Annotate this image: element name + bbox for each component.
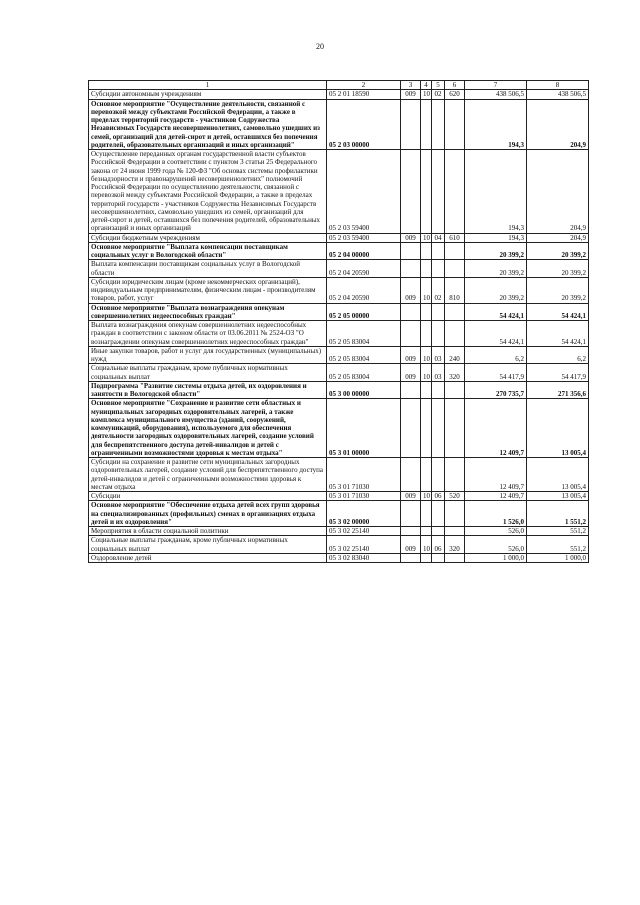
row-ministry-cell [401, 242, 421, 260]
row-subsection-cell [432, 458, 445, 492]
row-subsection-cell [432, 381, 445, 399]
row-subsection-cell: 06 [432, 492, 445, 501]
table-row [89, 99, 589, 150]
row-code-cell: 05 2 03 59400 [327, 233, 401, 242]
row-subsection-cell: 04 [432, 233, 445, 242]
row-value-2019-cell: 12 409,7 [465, 399, 527, 458]
row-expense-type-cell [445, 501, 465, 527]
row-ministry-cell: 009 [401, 90, 421, 99]
row-code-cell: 05 3 02 25140 [327, 536, 401, 554]
row-subsection-cell [432, 527, 445, 536]
column-header: 5 [432, 81, 445, 90]
row-section-cell [421, 321, 432, 347]
table-row [89, 321, 589, 347]
row-expense-type-cell [445, 260, 465, 278]
row-value-2020-cell: 1 000,0 [527, 553, 589, 562]
row-value-2020-cell: 204,9 [527, 99, 589, 150]
row-name-cell: Субсидии на сохранение и развитие сети муниципальных загородных оздоровительных лагерей, создание условий для беспрепятственного доступа детей-инвалидов и детей с ограниченными возможностями здоровья к местам отдыха [89, 458, 327, 492]
row-code-cell: 05 3 01 00000 [327, 399, 401, 458]
row-expense-type-cell: 620 [445, 90, 465, 99]
row-value-2019-cell: 12 409,7 [465, 492, 527, 501]
row-value-2019-cell: 526,0 [465, 536, 527, 554]
row-section-cell [421, 501, 432, 527]
table-row [89, 527, 589, 536]
row-value-2020-cell: 20 399,2 [527, 260, 589, 278]
row-ministry-cell [401, 527, 421, 536]
row-section-cell [421, 553, 432, 562]
row-expense-type-cell: 320 [445, 364, 465, 382]
row-name-cell: Основное мероприятие "Выплата вознаграждения опекунам совершеннолетних недееспособных граждан" [89, 303, 327, 321]
column-header: 3 [401, 81, 421, 90]
row-ministry-cell [401, 303, 421, 321]
column-header: 6 [445, 81, 465, 90]
table-header-row [89, 81, 589, 90]
row-subsection-cell [432, 303, 445, 321]
row-subsection-cell [432, 553, 445, 562]
page-number: 20 [316, 42, 324, 51]
table-row [89, 553, 589, 562]
table-row [89, 277, 589, 303]
row-expense-type-cell: 240 [445, 346, 465, 364]
row-ministry-cell: 009 [401, 536, 421, 554]
row-value-2020-cell: 54 424,1 [527, 303, 589, 321]
row-name-cell: Субсидии автономным учреждениям [89, 90, 327, 99]
row-subsection-cell [432, 260, 445, 278]
row-value-2019-cell: 12 409,7 [465, 458, 527, 492]
row-value-2020-cell: 54 424,1 [527, 321, 589, 347]
row-name-cell: Социальные выплаты гражданам, кроме публичных нормативных социальных выплат [89, 536, 327, 554]
row-expense-type-cell [445, 150, 465, 234]
table-row [89, 303, 589, 321]
table-row [89, 233, 589, 242]
row-ministry-cell [401, 458, 421, 492]
row-expense-type-cell [445, 399, 465, 458]
row-name-cell: Субсидии [89, 492, 327, 501]
row-section-cell [421, 381, 432, 399]
row-section-cell [421, 458, 432, 492]
row-subsection-cell [432, 242, 445, 260]
column-header: 4 [421, 81, 432, 90]
row-value-2020-cell: 13 005,4 [527, 492, 589, 501]
row-subsection-cell [432, 99, 445, 150]
row-name-cell: Субсидии бюджетным учреждениям [89, 233, 327, 242]
row-section-cell: 10 [421, 492, 432, 501]
row-code-cell: 05 3 02 83040 [327, 553, 401, 562]
row-ministry-cell [401, 321, 421, 347]
row-name-cell: Осуществление переданных органам государственной власти субъектов Российской Федерации в соответствии с пунктом 3 статьи 25 Федерального закона от 24 июня 1999 года № 120-ФЗ "Об основах системы профилактики безнадзорности и правонарушений несовершеннолетних" полномочий Российской Федерации по осуществлению деятельности, связанной с перевозкой между субъектами Российской Федерации, а также в пределах территорий государств - участников Содружества Независимых Государств несовершеннолетних, самовольно ушедших из семей, организаций для детей-сирот и детей, оставшихся без попечения родителей, образовательных организаций и иных организаций [89, 150, 327, 234]
column-header: 7 [465, 81, 527, 90]
row-code-cell: 05 2 03 59400 [327, 150, 401, 234]
row-value-2019-cell: 194,3 [465, 99, 527, 150]
row-value-2019-cell: 194,3 [465, 150, 527, 234]
row-value-2019-cell: 1 000,0 [465, 553, 527, 562]
row-ministry-cell [401, 150, 421, 234]
row-value-2020-cell: 551,2 [527, 527, 589, 536]
row-value-2019-cell: 6,2 [465, 346, 527, 364]
row-value-2019-cell: 194,3 [465, 233, 527, 242]
budget-table [88, 80, 589, 563]
row-section-cell [421, 527, 432, 536]
row-section-cell [421, 99, 432, 150]
table-row [89, 381, 589, 399]
row-name-cell: Подпрограмма "Развитие системы отдыха детей, их оздоровления и занятости в Вологодской области" [89, 381, 327, 399]
row-code-cell: 05 2 03 00000 [327, 99, 401, 150]
row-value-2020-cell: 20 399,2 [527, 242, 589, 260]
row-section-cell: 10 [421, 90, 432, 99]
row-code-cell: 05 3 01 71030 [327, 458, 401, 492]
table-row [89, 150, 589, 234]
table-row [89, 501, 589, 527]
table-row [89, 260, 589, 278]
row-value-2019-cell: 1 526,0 [465, 501, 527, 527]
table-row [89, 346, 589, 364]
row-name-cell: Выплата компенсации поставщикам социальных услуг в Вологодской области [89, 260, 327, 278]
row-value-2020-cell: 13 005,4 [527, 458, 589, 492]
row-section-cell [421, 242, 432, 260]
column-header: 8 [527, 81, 589, 90]
row-name-cell: Субсидии юридическим лицам (кроме некоммерческих организаций), индивидуальным предпринимателям, физическим лицам - производителям товаров, работ, услуг [89, 277, 327, 303]
row-value-2019-cell: 54 424,1 [465, 321, 527, 347]
row-expense-type-cell [445, 553, 465, 562]
row-value-2020-cell: 204,9 [527, 150, 589, 234]
row-code-cell: 05 2 05 00000 [327, 303, 401, 321]
row-value-2019-cell: 270 735,7 [465, 381, 527, 399]
row-code-cell: 05 2 04 00000 [327, 242, 401, 260]
row-value-2020-cell: 1 551,2 [527, 501, 589, 527]
row-expense-type-cell [445, 458, 465, 492]
row-expense-type-cell [445, 99, 465, 150]
row-section-cell: 10 [421, 233, 432, 242]
row-value-2020-cell: 13 005,4 [527, 399, 589, 458]
row-expense-type-cell: 610 [445, 233, 465, 242]
table-row [89, 364, 589, 382]
row-value-2020-cell: 271 356,6 [527, 381, 589, 399]
row-code-cell: 05 2 01 18590 [327, 90, 401, 99]
row-ministry-cell: 009 [401, 233, 421, 242]
table-body [89, 90, 589, 563]
row-ministry-cell [401, 553, 421, 562]
row-section-cell: 10 [421, 346, 432, 364]
row-value-2020-cell: 6,2 [527, 346, 589, 364]
row-value-2019-cell: 20 399,2 [465, 242, 527, 260]
row-name-cell: Основное мероприятие "Обеспечение отдыха детей всех групп здоровья на специализированных (профильных) сменах в организациях отдыха детей и их оздоровления" [89, 501, 327, 527]
row-subsection-cell: 03 [432, 364, 445, 382]
row-code-cell: 05 2 05 83004 [327, 346, 401, 364]
row-subsection-cell: 06 [432, 536, 445, 554]
row-value-2019-cell: 54 417,9 [465, 364, 527, 382]
row-ministry-cell [401, 399, 421, 458]
row-expense-type-cell [445, 527, 465, 536]
row-code-cell: 05 3 00 00000 [327, 381, 401, 399]
row-section-cell [421, 260, 432, 278]
row-name-cell: Иные закупки товаров, работ и услуг для государственных (муниципальных) нужд [89, 346, 327, 364]
row-code-cell: 05 2 04 20590 [327, 260, 401, 278]
table-row [89, 536, 589, 554]
row-expense-type-cell: 320 [445, 536, 465, 554]
table-row [89, 458, 589, 492]
row-name-cell: Социальные выплаты гражданам, кроме публичных нормативных социальных выплат [89, 364, 327, 382]
row-value-2020-cell: 204,9 [527, 233, 589, 242]
row-section-cell [421, 399, 432, 458]
row-expense-type-cell: 520 [445, 492, 465, 501]
row-subsection-cell [432, 501, 445, 527]
row-subsection-cell [432, 150, 445, 234]
row-expense-type-cell: 810 [445, 277, 465, 303]
row-name-cell: Основное мероприятие "Осуществление деятельности, связанной с перевозкой между субъектами Российской Федерации, а также в пределах территорий государств - участников Содружества Независимых Государств несовершеннолетних, самовольно ушедших из семей, организаций для детей-сирот и детей, оставшихся без попечения родителей, образовательных организаций и иных организаций" [89, 99, 327, 150]
row-code-cell: 05 3 01 71030 [327, 492, 401, 501]
row-expense-type-cell [445, 242, 465, 260]
row-name-cell: Оздоровление детей [89, 553, 327, 562]
row-value-2019-cell: 20 399,2 [465, 277, 527, 303]
row-code-cell: 05 2 05 83004 [327, 321, 401, 347]
row-subsection-cell: 02 [432, 90, 445, 99]
row-value-2020-cell: 551,2 [527, 536, 589, 554]
row-value-2019-cell: 20 399,2 [465, 260, 527, 278]
row-code-cell: 05 2 05 83004 [327, 364, 401, 382]
table-row [89, 90, 589, 99]
row-code-cell: 05 3 02 00000 [327, 501, 401, 527]
row-value-2020-cell: 438 506,5 [527, 90, 589, 99]
table-row [89, 492, 589, 501]
row-code-cell: 05 3 02 25140 [327, 527, 401, 536]
row-section-cell [421, 303, 432, 321]
row-section-cell: 10 [421, 277, 432, 303]
row-section-cell: 10 [421, 364, 432, 382]
row-ministry-cell: 009 [401, 364, 421, 382]
row-subsection-cell [432, 321, 445, 347]
row-section-cell: 10 [421, 536, 432, 554]
column-header: 1 [89, 81, 327, 90]
row-ministry-cell: 009 [401, 277, 421, 303]
row-ministry-cell: 009 [401, 346, 421, 364]
row-subsection-cell [432, 399, 445, 458]
row-ministry-cell [401, 99, 421, 150]
row-name-cell: Основное мероприятие "Выплата компенсации поставщикам социальных услуг в Вологодской области" [89, 242, 327, 260]
table-row [89, 399, 589, 458]
row-expense-type-cell [445, 321, 465, 347]
row-ministry-cell [401, 381, 421, 399]
column-header: 2 [327, 81, 401, 90]
table-row [89, 242, 589, 260]
row-section-cell [421, 150, 432, 234]
row-value-2019-cell: 438 506,5 [465, 90, 527, 99]
row-value-2020-cell: 20 399,2 [527, 277, 589, 303]
row-value-2019-cell: 54 424,1 [465, 303, 527, 321]
row-value-2019-cell: 526,0 [465, 527, 527, 536]
row-name-cell: Выплата вознаграждения опекунам совершеннолетних недееспособных граждан в соответствии с законом области от 03.06.2011 № 2524-ОЗ "О вознаграждении опекунам совершеннолетних недееспособных граждан" [89, 321, 327, 347]
row-code-cell: 05 2 04 20590 [327, 277, 401, 303]
row-ministry-cell: 009 [401, 492, 421, 501]
row-subsection-cell: 03 [432, 346, 445, 364]
row-name-cell: Мероприятия в области социальной политики [89, 527, 327, 536]
row-name-cell: Основное мероприятие "Сохранение и развитие сети областных и муниципальных загородных оздоровительных лагерей, а также комплекса муниципального имущества (зданий, сооружений, коммуникаций, оборудования), используемого для обеспечения деятельности загородных оздоровительных лагерей, создание условий для беспрепятственного доступа детей-инвалидов и детей с ограниченными возможностями здоровья к местам отдыха" [89, 399, 327, 458]
row-subsection-cell: 02 [432, 277, 445, 303]
row-value-2020-cell: 54 417,9 [527, 364, 589, 382]
row-expense-type-cell [445, 303, 465, 321]
row-expense-type-cell [445, 381, 465, 399]
row-ministry-cell [401, 501, 421, 527]
row-ministry-cell [401, 260, 421, 278]
